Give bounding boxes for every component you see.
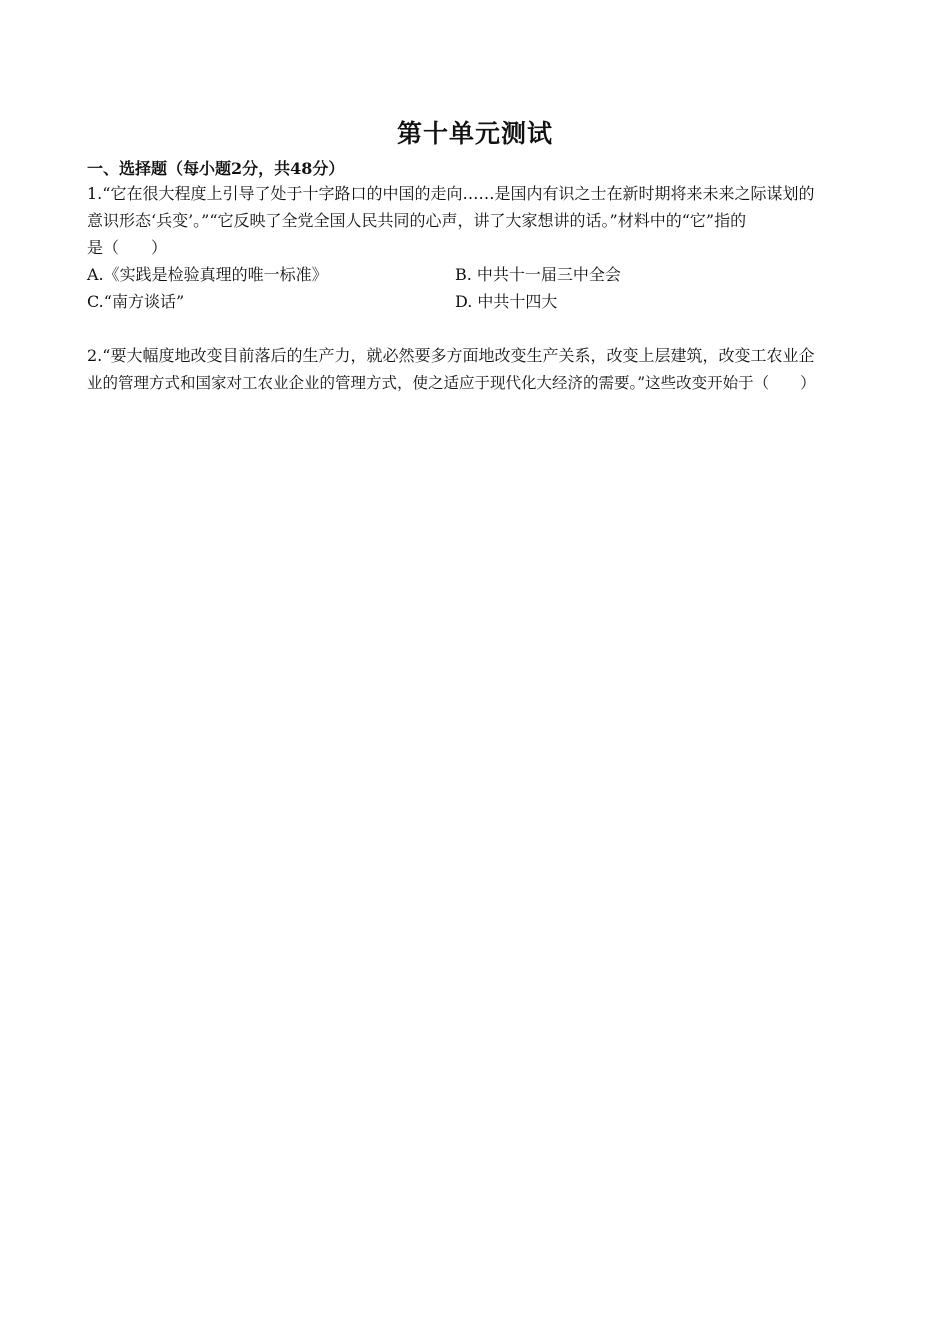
- q1-option-b[interactable]: B. 中共十一届三中全会: [455, 265, 621, 284]
- q1-line-2: 意识形态‘兵变’。”“它反映了全党全国人民共同的心声，讲了大家想讲的话。”材料中的“它”指的: [87, 211, 747, 230]
- q1-option-c[interactable]: C.“南方谈话”: [87, 292, 185, 311]
- q1-line-1: 1.“它在很大程度上引导了处于十字路口的中国的走向……是国内有识之士在新时期将来未来之际谋划的: [87, 184, 815, 203]
- q2-line-1: 2.“要大幅度地改变目前落后的生产力，就必然要多方面地改变生产关系，改变上层建筑，改变工农业企: [87, 346, 815, 365]
- section-heading: 一、选择题（每小题2分，共48分）: [87, 159, 345, 178]
- q2-line-2: 业的管理方式和国家对工农业企业的管理方式，使之适应于现代化大经济的需要。”这些改变开始于（ ）: [87, 374, 816, 392]
- page-title: 第十单元测试: [396, 119, 553, 148]
- q1-line-3: 是（ ）: [87, 238, 168, 257]
- q1-option-d[interactable]: D. 中共十四大: [455, 292, 558, 311]
- q1-option-a[interactable]: A.《实践是检验真理的唯一标准》: [87, 265, 328, 284]
